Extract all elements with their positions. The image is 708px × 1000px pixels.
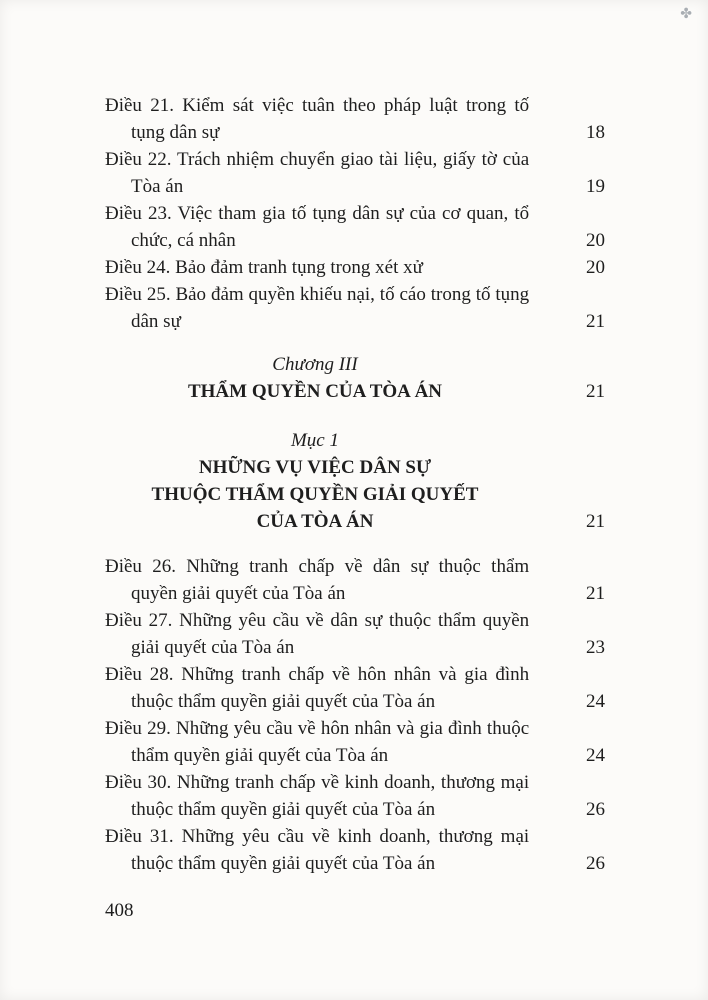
toc-entry-page: 20: [586, 257, 605, 278]
toc-entry: [105, 200, 605, 254]
toc-entry-page: 21: [586, 311, 605, 332]
section-heading: [105, 427, 605, 535]
toc-entry-text: Điều 22. Trách nhiệm chuyển giao tài liệu, giấy tờ của Tòa án: [105, 149, 530, 197]
toc-entry-page: 21: [586, 583, 605, 604]
toc-entry: [105, 607, 605, 661]
toc-entry: [105, 769, 605, 823]
toc-entry: [105, 281, 605, 335]
section-title-line: CỦA TÒA ÁN: [256, 511, 374, 532]
toc-entry: [105, 661, 605, 715]
toc-entry-page: 24: [586, 691, 605, 712]
section-page: 21: [586, 511, 605, 532]
toc-entry: [105, 92, 605, 146]
toc-entry-text: Điều 28. Những tranh chấp về hôn nhân và gia đình thuộc thẩm quyền giải quyết của Tòa án: [105, 664, 530, 712]
section-title-line: NHỮNG VỤ VIỆC DÂN SỰ: [198, 457, 432, 478]
toc-entry-text: Điều 21. Kiểm sát việc tuân theo pháp luật trong tố tụng dân sự: [105, 95, 530, 143]
chapter-heading-text: [105, 351, 525, 405]
toc-entry-page: 19: [586, 176, 605, 197]
toc-entry: [105, 553, 605, 607]
chapter-title: THẨM QUYỀN CỦA TÒA ÁN: [187, 381, 443, 402]
toc-entry-text: Điều 29. Những yêu cầu về hôn nhân và gia đình thuộc thẩm quyền giải quyết của Tòa án: [105, 718, 530, 766]
toc-entry-text: Điều 27. Những yêu cầu về dân sự thuộc thẩm quyền giải quyết của Tòa án: [105, 610, 530, 658]
toc-entry-page: 26: [586, 799, 605, 820]
toc-entry-page: 20: [586, 230, 605, 251]
toc-entry-page: 23: [586, 637, 605, 658]
toc-entry-page: 26: [586, 853, 605, 874]
toc-entry-text: Điều 30. Những tranh chấp về kinh doanh, thương mại thuộc thẩm quyền giải quyết của Tòa án: [105, 772, 530, 820]
toc-entry-text: Điều 31. Những yêu cầu về kinh doanh, thương mại thuộc thẩm quyền giải quyết của Tòa án: [105, 826, 530, 874]
toc-entry: [105, 715, 605, 769]
toc-entry-page: 18: [586, 122, 605, 143]
toc-entry: [105, 146, 605, 200]
toc-entry-text: Điều 26. Những tranh chấp về dân sự thuộc thẩm quyền giải quyết của Tòa án: [105, 556, 530, 604]
flower-icon: ✤: [680, 7, 692, 22]
section-heading-text: [105, 427, 525, 535]
toc-entry-text: Điều 23. Việc tham gia tố tụng dân sự của cơ quan, tổ chức, cá nhân: [105, 203, 530, 251]
toc-content: [105, 92, 605, 877]
chapter-heading: [105, 351, 605, 405]
section-title-line: THUỘC THẨM QUYỀN GIẢI QUYẾT: [151, 484, 479, 505]
footer-page-number: 408: [105, 900, 134, 921]
section-label: Mục 1: [290, 430, 339, 451]
toc-entry-text: Điều 24. Bảo đảm tranh tụng trong xét xử: [105, 257, 423, 278]
toc-entry-page: 24: [586, 745, 605, 766]
toc-group: [105, 553, 605, 877]
toc-entry: [105, 254, 605, 281]
chapter-label: Chương III: [272, 354, 358, 375]
toc-entry: [105, 823, 605, 877]
toc-entry-text: Điều 25. Bảo đảm quyền khiếu nại, tố cáo trong tố tụng dân sự: [105, 284, 530, 332]
chapter-page: 21: [586, 381, 605, 402]
